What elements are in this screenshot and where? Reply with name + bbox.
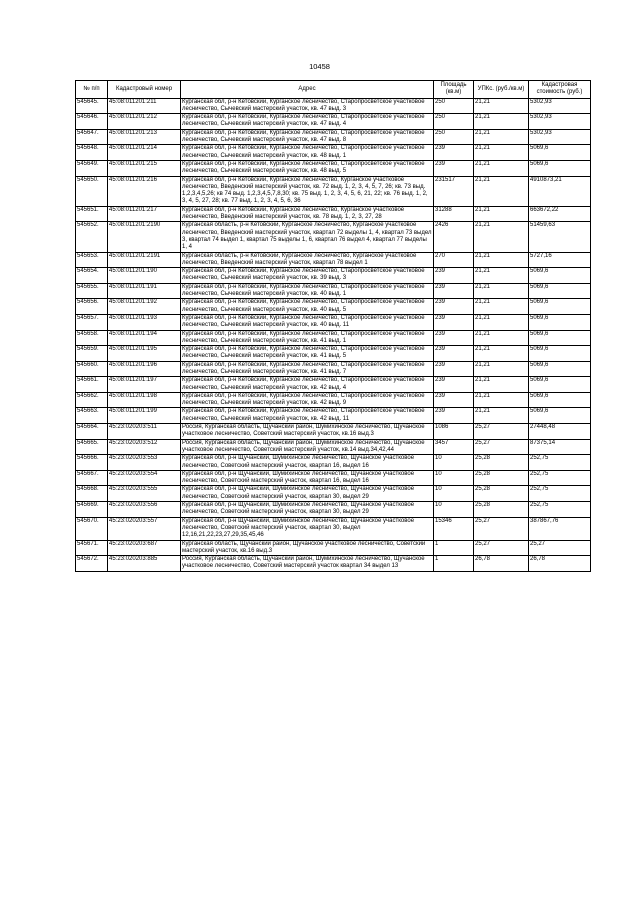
cell-address: Курганская обл, р-н Кетовский, Курганское лесничество, Старопросветское участковое лесничество, Сычевский мастерский участок, кв. 42 выд. 9 [181, 392, 434, 408]
cell-upks: 21,21 [474, 299, 529, 315]
cell-num: 545665. [76, 439, 108, 455]
cell-address: Курганская обл, р-н Щучанский, Шумихинское лесничество, Щучанское участковое лесничество, Советский мастерский участок, квартал 30, выдел 29 [181, 502, 434, 518]
cell-address: Курганская обл, р-н Щучанский, Шумихинское лесничество, Щучанское участковое лесничество, Советский мастерский участок, квартал 16, выдел 16 [181, 470, 434, 486]
cell-cadastral-value: 5069,6 [529, 408, 591, 424]
cell-cadastral-number: 45:23:020203:885 [108, 556, 181, 572]
cell-cadastral-value: 27448,48 [529, 424, 591, 440]
cell-address: Курганская обл, р-н Кетовский, Курганское лесничество, Старопросветское участковое лесничество, Сычевский мастерский участок, кв. 41 выд. 5 [181, 346, 434, 362]
cell-cadastral-value: 387867,76 [529, 517, 591, 540]
cell-num: 545645. [76, 98, 108, 114]
cell-num: 545660. [76, 361, 108, 377]
cell-cadastral-value: 4910873,21 [529, 176, 591, 206]
cell-area: 239 [434, 314, 474, 330]
cell-upks: 21,21 [474, 377, 529, 393]
cell-upks: 25,28 [474, 455, 529, 471]
cell-area: 10 [434, 470, 474, 486]
header-address: Адрес [181, 81, 434, 99]
cell-area: 239 [434, 377, 474, 393]
table-row [76, 439, 591, 455]
cell-num: 545649. [76, 160, 108, 176]
cell-cadastral-value: 5302,93 [529, 129, 591, 145]
cell-cadastral-value: 87375,14 [529, 439, 591, 455]
cell-upks: 21,21 [474, 206, 529, 222]
cell-upks: 21,21 [474, 145, 529, 161]
cell-cadastral-value: 5727,16 [529, 252, 591, 268]
cell-address: Курганская обл, р-н Кетовский, Курганское лесничество, Курганское участковое лесничество, Введенский мастерский участок, кв. 72 выд. 1, 2, 3, 4, 5, 7, 26; кв. 73 выд. 1,2,3,4,5,26; кв 74 выд. 1,2,3,4,5,7,8,30; кв. 75 выд. 1, 2, 3, 4, 5, 6, 21, 22; кв. 76 выд. 1, 2, 3, 4, 5, 27, 28; кв. 77 выд. 1, 2, 3, 4, 5, 6, 36 [181, 176, 434, 206]
cell-num: 545670. [76, 517, 108, 540]
cell-num: 545672. [76, 556, 108, 572]
cell-cadastral-number: 45:23:020203:555 [108, 486, 181, 502]
cell-num: 545668. [76, 486, 108, 502]
cell-address: Курганская обл, р-н Кетовский, Курганское лесничество, Старопросветское участковое лесничество, Сычевский мастерский участок, кв. 47 выд. 8 [181, 129, 434, 145]
table-row [76, 222, 591, 252]
cell-address: Россия, Курганская область, Щучанский район, Шумихинское лесничество, Щучанское участковое лесничество, Советский мастерский участок квартал 34 выдел 13 [181, 556, 434, 572]
cell-cadastral-value: 5069,6 [529, 377, 591, 393]
cell-num: 545651. [76, 206, 108, 222]
cell-cadastral-number: 45:23:020203:554 [108, 470, 181, 486]
table-row [76, 486, 591, 502]
cell-cadastral-value: 5069,6 [529, 283, 591, 299]
cell-cadastral-value: 5069,6 [529, 330, 591, 346]
cell-cadastral-number: 45:08:011201:196 [108, 361, 181, 377]
cell-cadastral-value: 25,27 [529, 540, 591, 556]
cell-cadastral-value: 5069,6 [529, 268, 591, 284]
cell-address: Курганская обл, р-н Щучанский, Шумихинское лесничество, Щучанское участковое лесничество, Советский мастерский участок, квартал 30, выдел 29 [181, 486, 434, 502]
cell-address: Курганская область, р-н Кетовский, Курганское лесничество, Курганское участковое лесничество, Введенский мастерский участок, квартал 78 выдел 1 [181, 252, 434, 268]
cell-cadastral-value: 252,75 [529, 502, 591, 518]
cell-cadastral-number: 45:08:011201:2190 [108, 222, 181, 252]
header-cadastral-number: Кадастровый номер [108, 81, 181, 99]
cell-num: 545662. [76, 392, 108, 408]
cell-upks: 21,21 [474, 330, 529, 346]
cell-upks: 21,21 [474, 361, 529, 377]
cell-cadastral-number: 45:08:011201:198 [108, 392, 181, 408]
cell-address: Курганская обл, р-н Кетовский, Курганское лесничество, Курганское участковое лесничество, Введенский мастерский участок, кв. 78 выд. 1, 2, 3, 27, 28 [181, 206, 434, 222]
cell-area: 239 [434, 361, 474, 377]
cell-upks: 21,21 [474, 98, 529, 114]
header-upks: УПКс. (руб./кв.м) [474, 81, 529, 99]
cell-num: 545669. [76, 502, 108, 518]
table-row [76, 299, 591, 315]
cell-area: 1 [434, 540, 474, 556]
cell-num: 545646. [76, 114, 108, 130]
cell-area: 239 [434, 160, 474, 176]
cell-address: Россия, Курганская область, Щучанский район, Шумихинское лесничество, Щучанское участковое лесничество, Советский мастерский участок, кв.14 выд.34,42,44 [181, 439, 434, 455]
cell-num: 545647. [76, 129, 108, 145]
cell-num: 545667. [76, 470, 108, 486]
cell-address: Курганская обл, р-н Кетовский, Курганское лесничество, Старопросветское участковое лесничество, Сычевский мастерский участок, кв. 42 выд. 11 [181, 408, 434, 424]
cell-area: 2426 [434, 222, 474, 252]
cell-upks: 25,28 [474, 502, 529, 518]
table-row [76, 160, 591, 176]
cell-cadastral-number: 45:08:011201:190 [108, 268, 181, 284]
cell-upks: 21,21 [474, 346, 529, 362]
cell-num: 545663. [76, 408, 108, 424]
table-row [76, 346, 591, 362]
cell-upks: 21,21 [474, 314, 529, 330]
header-num: № п/п [76, 81, 108, 99]
cell-area: 239 [434, 299, 474, 315]
cell-address: Курганская обл, р-н Кетовский, Курганское лесничество, Старопросветское участковое лесничество, Сычевский мастерский участок, кв. 42 выд. 4 [181, 377, 434, 393]
cell-address: Курганская область, р-н Кетовский, Курганское лесничество, Курганское участковое лесничество, Введенский мастерский участок, квартал 72 выделы 1, 4, квартал 73 выдел 3, квартал 74 выдел 1, квартал 75 выделы 1, 6, квартал 76 выдел 4, квартал 77 выделы 1, 4 [181, 222, 434, 252]
cell-cadastral-value: 252,75 [529, 486, 591, 502]
table-row [76, 361, 591, 377]
cell-upks: 25,27 [474, 439, 529, 455]
cell-upks: 21,21 [474, 176, 529, 206]
cell-area: 239 [434, 268, 474, 284]
table-row [76, 502, 591, 518]
cell-cadastral-number: 45:08:011201:211 [108, 98, 181, 114]
cell-upks: 26,78 [474, 556, 529, 572]
table-row [76, 314, 591, 330]
table-row [76, 377, 591, 393]
cell-cadastral-number: 45:08:011201:216 [108, 176, 181, 206]
cell-cadastral-value: 5069,6 [529, 299, 591, 315]
cell-address: Курганская обл, р-н Кетовский, Курганское лесничество, Старопросветское участковое лесничество, Сычевский мастерский участок, кв. 40 выд. 11 [181, 314, 434, 330]
cell-upks: 21,21 [474, 392, 529, 408]
cell-address: Курганская обл, р-н Кетовский, Курганское лесничество, Старопросветское участковое лесничество, Сычевский мастерский участок, кв. 47 выд. 3 [181, 98, 434, 114]
cell-cadastral-value: 663672,22 [529, 206, 591, 222]
cell-upks: 25,27 [474, 540, 529, 556]
cell-cadastral-number: 45:08:011201:194 [108, 330, 181, 346]
cell-cadastral-number: 45:08:011201:197 [108, 377, 181, 393]
table-row [76, 408, 591, 424]
cell-area: 239 [434, 346, 474, 362]
cell-area: 239 [434, 408, 474, 424]
cell-upks: 25,27 [474, 424, 529, 440]
cell-address: Курганская обл, р-н Кетовский, Курганское лесничество, Старопросветское участковое лесничество, Сычевский мастерский участок, кв. 47 выд. 4 [181, 114, 434, 130]
cell-num: 545650. [76, 176, 108, 206]
cell-area: 239 [434, 330, 474, 346]
cell-area: 239 [434, 392, 474, 408]
table-row [76, 330, 591, 346]
table-row [76, 176, 591, 206]
page-number: 10458 [309, 62, 330, 71]
cell-num: 545655. [76, 283, 108, 299]
cell-cadastral-value: 5069,6 [529, 392, 591, 408]
cell-address: Курганская обл, р-н Щучанский, Шумихинское лесничество, Щучанское участковое лесничество, Советский мастерский участок, квартал 16, выдел 16 [181, 455, 434, 471]
cell-num: 545659. [76, 346, 108, 362]
cell-cadastral-number: 45:08:011201:192 [108, 299, 181, 315]
cell-area: 239 [434, 283, 474, 299]
cell-address: Курганская область, Щучанский район, Щучанское участковое лесничество, Советский мастерский участок, кв.16 выд.3 [181, 540, 434, 556]
cell-area: 3457 [434, 439, 474, 455]
cell-cadastral-value: 51459,63 [529, 222, 591, 252]
cell-num: 545658. [76, 330, 108, 346]
cell-area: 10 [434, 486, 474, 502]
cell-upks: 25,27 [474, 517, 529, 540]
cell-cadastral-value: 26,78 [529, 556, 591, 572]
header-area: Площадь (кв.м) [434, 81, 474, 99]
cell-area: 1086 [434, 424, 474, 440]
cell-upks: 21,21 [474, 160, 529, 176]
cell-address: Курганская обл, р-н Кетовский, Курганское лесничество, Старопросветское участковое лесничество, Сычевский мастерский участок, кв. 41 выд. 7 [181, 361, 434, 377]
cell-cadastral-number: 45:23:020203:512 [108, 439, 181, 455]
header-cadastral-value: Кадастровая стоимость (руб.) [529, 81, 591, 99]
cell-num: 545652. [76, 222, 108, 252]
cell-cadastral-number: 45:23:020203:557 [108, 517, 181, 540]
cell-upks: 21,21 [474, 408, 529, 424]
table-row [76, 392, 591, 408]
cell-area: 1 [434, 556, 474, 572]
cell-num: 545661. [76, 377, 108, 393]
cell-cadastral-number: 45:08:011201:191 [108, 283, 181, 299]
table-row [76, 470, 591, 486]
cell-cadastral-number: 45:23:020203:687 [108, 540, 181, 556]
table-row [76, 517, 591, 540]
cell-cadastral-number: 45:23:020203:511 [108, 424, 181, 440]
cell-cadastral-number: 45:08:011201:193 [108, 314, 181, 330]
cell-cadastral-value: 5069,6 [529, 346, 591, 362]
cell-cadastral-value: 5302,93 [529, 98, 591, 114]
cell-cadastral-number: 45:08:011201:2191 [108, 252, 181, 268]
cell-cadastral-number: 45:23:020203:553 [108, 455, 181, 471]
cell-address: Курганская обл, р-н Кетовский, Курганское лесничество, Старопросветское участковое лесничество, Сычевский мастерский участок, кв. 40 выд. 1 [181, 283, 434, 299]
cell-cadastral-value: 5069,6 [529, 361, 591, 377]
cell-num: 545664. [76, 424, 108, 440]
cell-area: 31288 [434, 206, 474, 222]
cell-area: 250 [434, 98, 474, 114]
cadastral-table [75, 80, 591, 572]
cell-address: Курганская обл, р-н Кетовский, Курганское лесничество, Старопросветское участковое лесничество, Сычевский мастерский участок, кв. 41 выд. 1 [181, 330, 434, 346]
cell-cadastral-number: 45:08:011201:212 [108, 114, 181, 130]
cell-upks: 21,21 [474, 222, 529, 252]
cell-cadastral-number: 45:08:011201:213 [108, 129, 181, 145]
cell-upks: 21,21 [474, 283, 529, 299]
cell-num: 545648. [76, 145, 108, 161]
table-row [76, 540, 591, 556]
cell-cadastral-number: 45:08:011201:217 [108, 206, 181, 222]
cell-area: 10 [434, 455, 474, 471]
cell-area: 239 [434, 145, 474, 161]
table-header-row [76, 81, 591, 99]
table-row [76, 455, 591, 471]
cell-address: Россия, Курганская область, Щучанский район, Шумихинское лесничество, Щучанское участковое лесничество, Советский мастерский участок, кв.16 выд.3 [181, 424, 434, 440]
cell-cadastral-number: 45:08:011201:215 [108, 160, 181, 176]
cell-upks: 25,28 [474, 470, 529, 486]
cell-area: 15346 [434, 517, 474, 540]
cell-cadastral-value: 5069,6 [529, 160, 591, 176]
cell-upks: 21,21 [474, 252, 529, 268]
cell-cadastral-number: 45:08:011201:199 [108, 408, 181, 424]
cell-area: 10 [434, 502, 474, 518]
cell-address: Курганская обл, р-н Кетовский, Курганское лесничество, Старопросветское участковое лесничество, Сычевский мастерский участок, кв. 48 выд. 5 [181, 160, 434, 176]
cell-num: 545671. [76, 540, 108, 556]
cell-address: Курганская обл, р-н Щучанский, Шумихинское лесничество, Щучанское участковое лесничество, Советский мастерский участок, квартал 30, выдел 12,16,21,22,23,27,29,35,45,46 [181, 517, 434, 540]
cell-address: Курганская обл, р-н Кетовский, Курганское лесничество, Старопросветское участковое лесничество, Сычевский мастерский участок, кв. 48 выд. 1 [181, 145, 434, 161]
table-row [76, 268, 591, 284]
table-row [76, 206, 591, 222]
table-row [76, 283, 591, 299]
cell-area: 250 [434, 129, 474, 145]
cell-num: 545666. [76, 455, 108, 471]
table-row [76, 129, 591, 145]
cell-area: 270 [434, 252, 474, 268]
cell-cadastral-value: 5069,6 [529, 145, 591, 161]
table-row [76, 114, 591, 130]
cell-cadastral-value: 252,75 [529, 455, 591, 471]
cell-address: Курганская обл, р-н Кетовский, Курганское лесничество, Старопросветское участковое лесничество, Сычевский мастерский участок, кв. 40 выд. 5 [181, 299, 434, 315]
cell-num: 545657. [76, 314, 108, 330]
cell-cadastral-value: 5302,93 [529, 114, 591, 130]
cell-cadastral-number: 45:08:011201:195 [108, 346, 181, 362]
cell-upks: 21,21 [474, 114, 529, 130]
table-row [76, 145, 591, 161]
cell-upks: 21,21 [474, 268, 529, 284]
cell-cadastral-number: 45:08:011201:214 [108, 145, 181, 161]
cell-num: 545653. [76, 252, 108, 268]
table-row [76, 556, 591, 572]
table-row [76, 424, 591, 440]
cell-area: 250 [434, 114, 474, 130]
cell-cadastral-number: 45:23:020203:556 [108, 502, 181, 518]
cell-address: Курганская обл, р-н Кетовский, Курганское лесничество, Старопросветское участковое лесничество, Сычевский мастерский участок, кв. 39 выд. 3 [181, 268, 434, 284]
cell-num: 545656. [76, 299, 108, 315]
table-row [76, 98, 591, 114]
table-row [76, 252, 591, 268]
cell-area: 231517 [434, 176, 474, 206]
cell-cadastral-value: 5069,6 [529, 314, 591, 330]
cell-upks: 21,21 [474, 129, 529, 145]
cell-cadastral-value: 252,75 [529, 470, 591, 486]
cell-num: 545654. [76, 268, 108, 284]
cell-upks: 25,28 [474, 486, 529, 502]
